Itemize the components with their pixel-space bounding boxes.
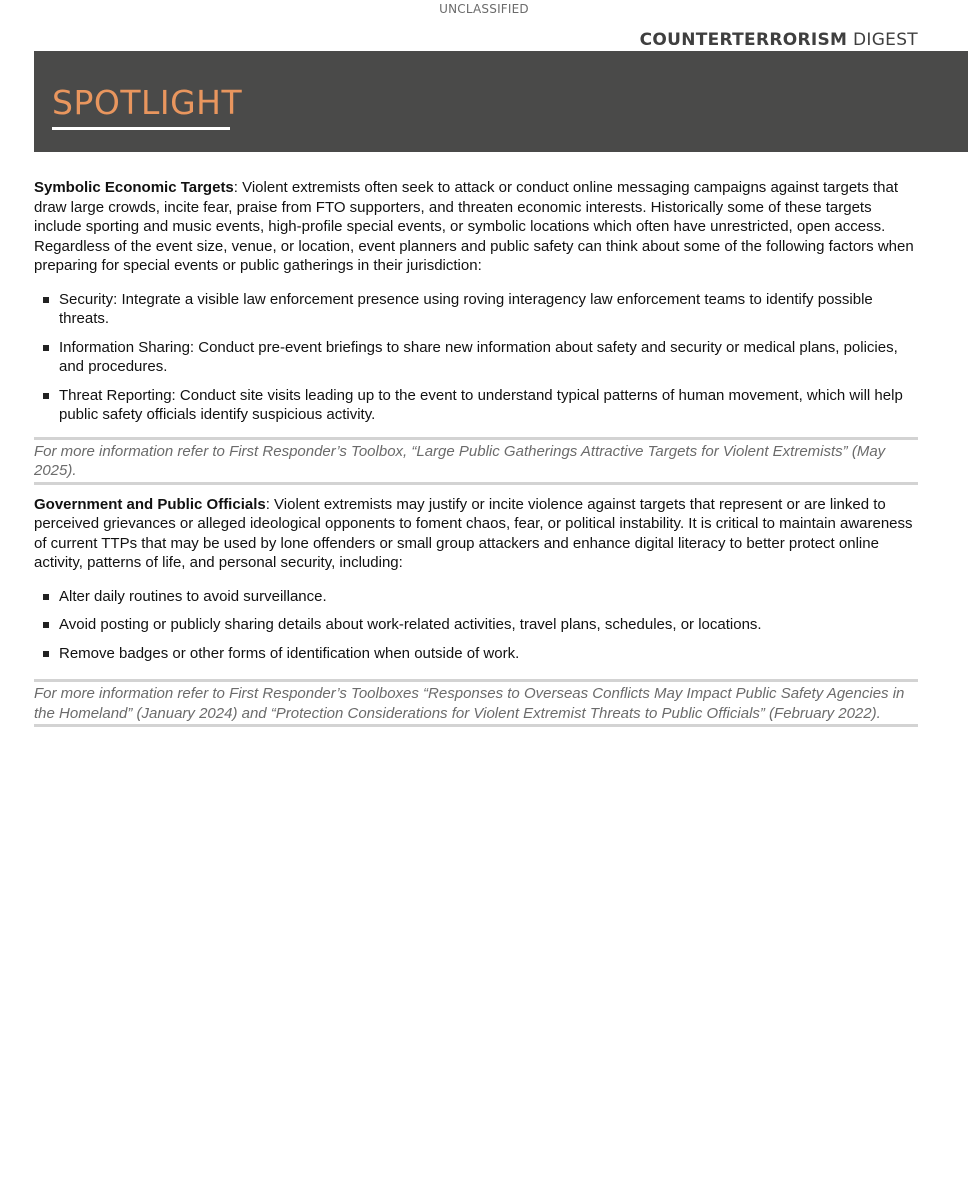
- document-body: [34, 178, 918, 737]
- digest-title-bold: COUNTERTERRORISM: [639, 30, 848, 50]
- reference-note: For more information refer to First Responder’s Toolboxes “Responses to Overseas Conflicts May Impact Public Safety Agencies in the Homeland” (January 2024) and “Protection Considerations for Violent Extremist Threats to Public Officials” (February 2022).: [34, 679, 918, 727]
- section-government-public-officials: [34, 495, 918, 573]
- list-item: Remove badges or other forms of identification when outside of work.: [34, 644, 918, 664]
- list-item: Information Sharing: Conduct pre-event briefings to share new information about safety and security or medical plans, policies, and procedures.: [34, 338, 918, 377]
- section-text: : Violent extremists may justify or incite violence against targets that represent or are linked to perceived grievances or alleged ideological opponents to foment chaos, fear, or political instability. It is critical to maintain awareness of current TTPs that may be used by lone offenders or small group attackers and enhance digital literacy to better protect online activity, patterns of life, and personal security, including:: [34, 495, 913, 571]
- bullet-list: [34, 290, 918, 425]
- list-item: Threat Reporting: Conduct site visits leading up to the event to understand typical patterns of human movement, which will help public safety officials identify suspicious activity.: [34, 386, 918, 425]
- digest-title-rest: DIGEST: [853, 30, 918, 50]
- list-item: Avoid posting or publicly sharing details about work-related activities, travel plans, schedules, or locations.: [34, 615, 918, 635]
- banner-title: SPOTLIGHT: [52, 86, 230, 130]
- spotlight-banner: [34, 51, 968, 152]
- list-item: Security: Integrate a visible law enforcement presence using roving interagency law enforcement teams to identify possible threats.: [34, 290, 918, 329]
- digest-title: [640, 30, 918, 50]
- section-symbolic-economic-targets: [34, 178, 918, 276]
- bullet-list: [34, 587, 918, 664]
- section-lead: Symbolic Economic Targets: [34, 179, 234, 196]
- list-item: Alter daily routines to avoid surveillance.: [34, 587, 918, 607]
- section-text: : Violent extremists often seek to attack or conduct online messaging campaigns against targets that draw large crowds, incite fear, praise from FTO supporters, and threaten economic interests. Historically some of these targets include sporting and music events, high-profile special events, or symbolic locations which often have unrestricted, open access. Regardless of the event size, venue, or location, event planners and public safety can think about some of the following factors when preparing for special events or public gatherings in their jurisdiction:: [34, 179, 914, 274]
- reference-note: For more information refer to First Responder’s Toolbox, “Large Public Gatherings Attractive Targets for Violent Extremists” (May 2025).: [34, 437, 918, 485]
- classification-marking: UNCLASSIFIED: [439, 2, 529, 16]
- section-lead: Government and Public Officials: [34, 495, 266, 513]
